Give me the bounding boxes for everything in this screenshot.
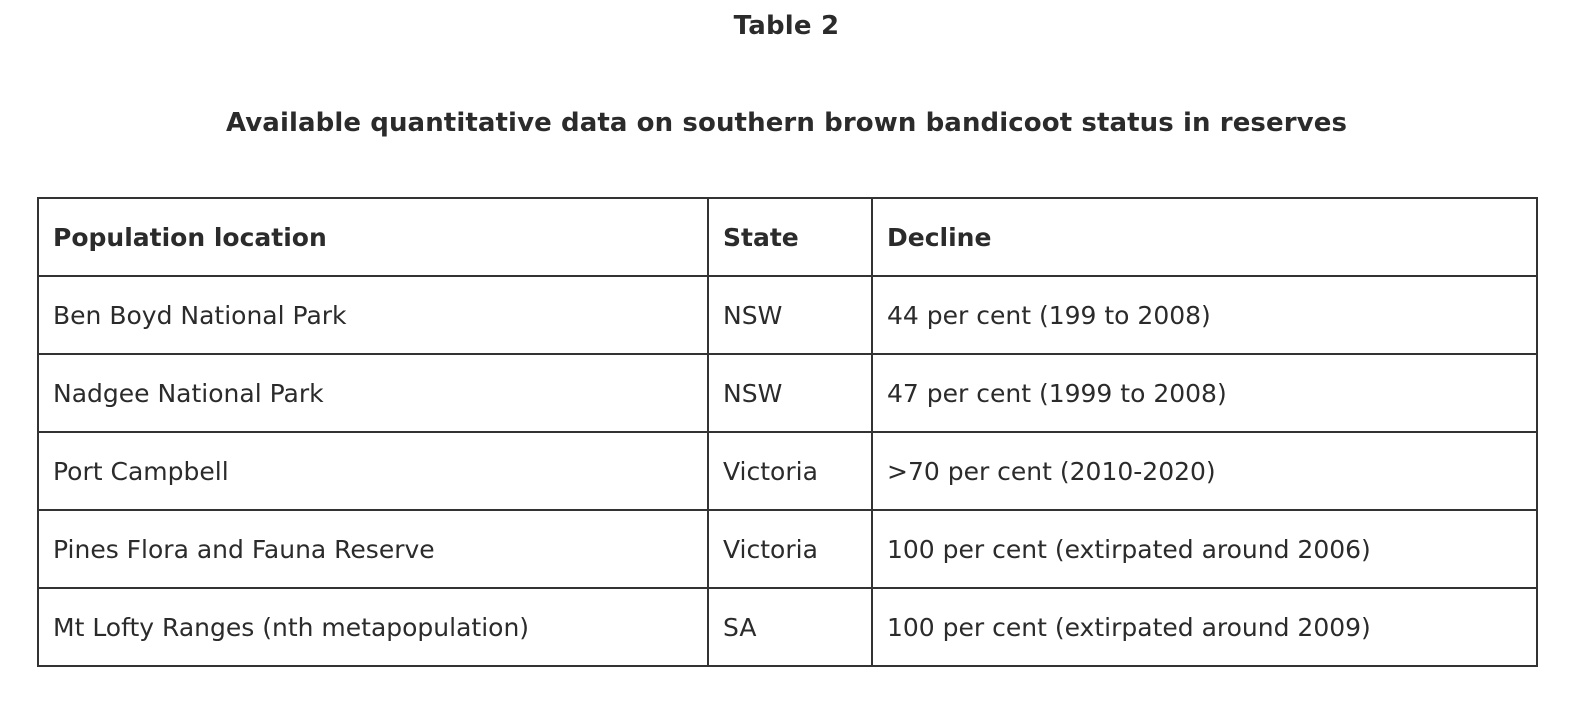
table-row bbox=[38, 354, 1537, 432]
table-row bbox=[38, 510, 1537, 588]
table-row bbox=[38, 588, 1537, 666]
cell-decline: 44 per cent (199 to 2008) bbox=[872, 276, 1537, 354]
header-decline: Decline bbox=[872, 198, 1537, 276]
cell-location: Pines Flora and Fauna Reserve bbox=[38, 510, 708, 588]
cell-decline: >70 per cent (2010-2020) bbox=[872, 432, 1537, 510]
header-state: State bbox=[708, 198, 872, 276]
table-header-row bbox=[38, 198, 1537, 276]
table-row bbox=[38, 276, 1537, 354]
cell-state: Victoria bbox=[708, 510, 872, 588]
bandicoot-status-table bbox=[37, 197, 1538, 667]
cell-state: SA bbox=[708, 588, 872, 666]
cell-state: NSW bbox=[708, 354, 872, 432]
cell-location: Port Campbell bbox=[38, 432, 708, 510]
cell-location: Nadgee National Park bbox=[38, 354, 708, 432]
cell-location: Mt Lofty Ranges (nth metapopulation) bbox=[38, 588, 708, 666]
header-population-location: Population location bbox=[38, 198, 708, 276]
table-number-title: Table 2 bbox=[733, 11, 840, 41]
cell-state: NSW bbox=[708, 276, 872, 354]
cell-decline: 100 per cent (extirpated around 2009) bbox=[872, 588, 1537, 666]
cell-decline: 47 per cent (1999 to 2008) bbox=[872, 354, 1537, 432]
cell-state: Victoria bbox=[708, 432, 872, 510]
cell-location: Ben Boyd National Park bbox=[38, 276, 708, 354]
table-row bbox=[38, 432, 1537, 510]
cell-decline: 100 per cent (extirpated around 2006) bbox=[872, 510, 1537, 588]
table-caption: Available quantitative data on southern brown bandicoot status in reserves bbox=[225, 108, 1348, 138]
